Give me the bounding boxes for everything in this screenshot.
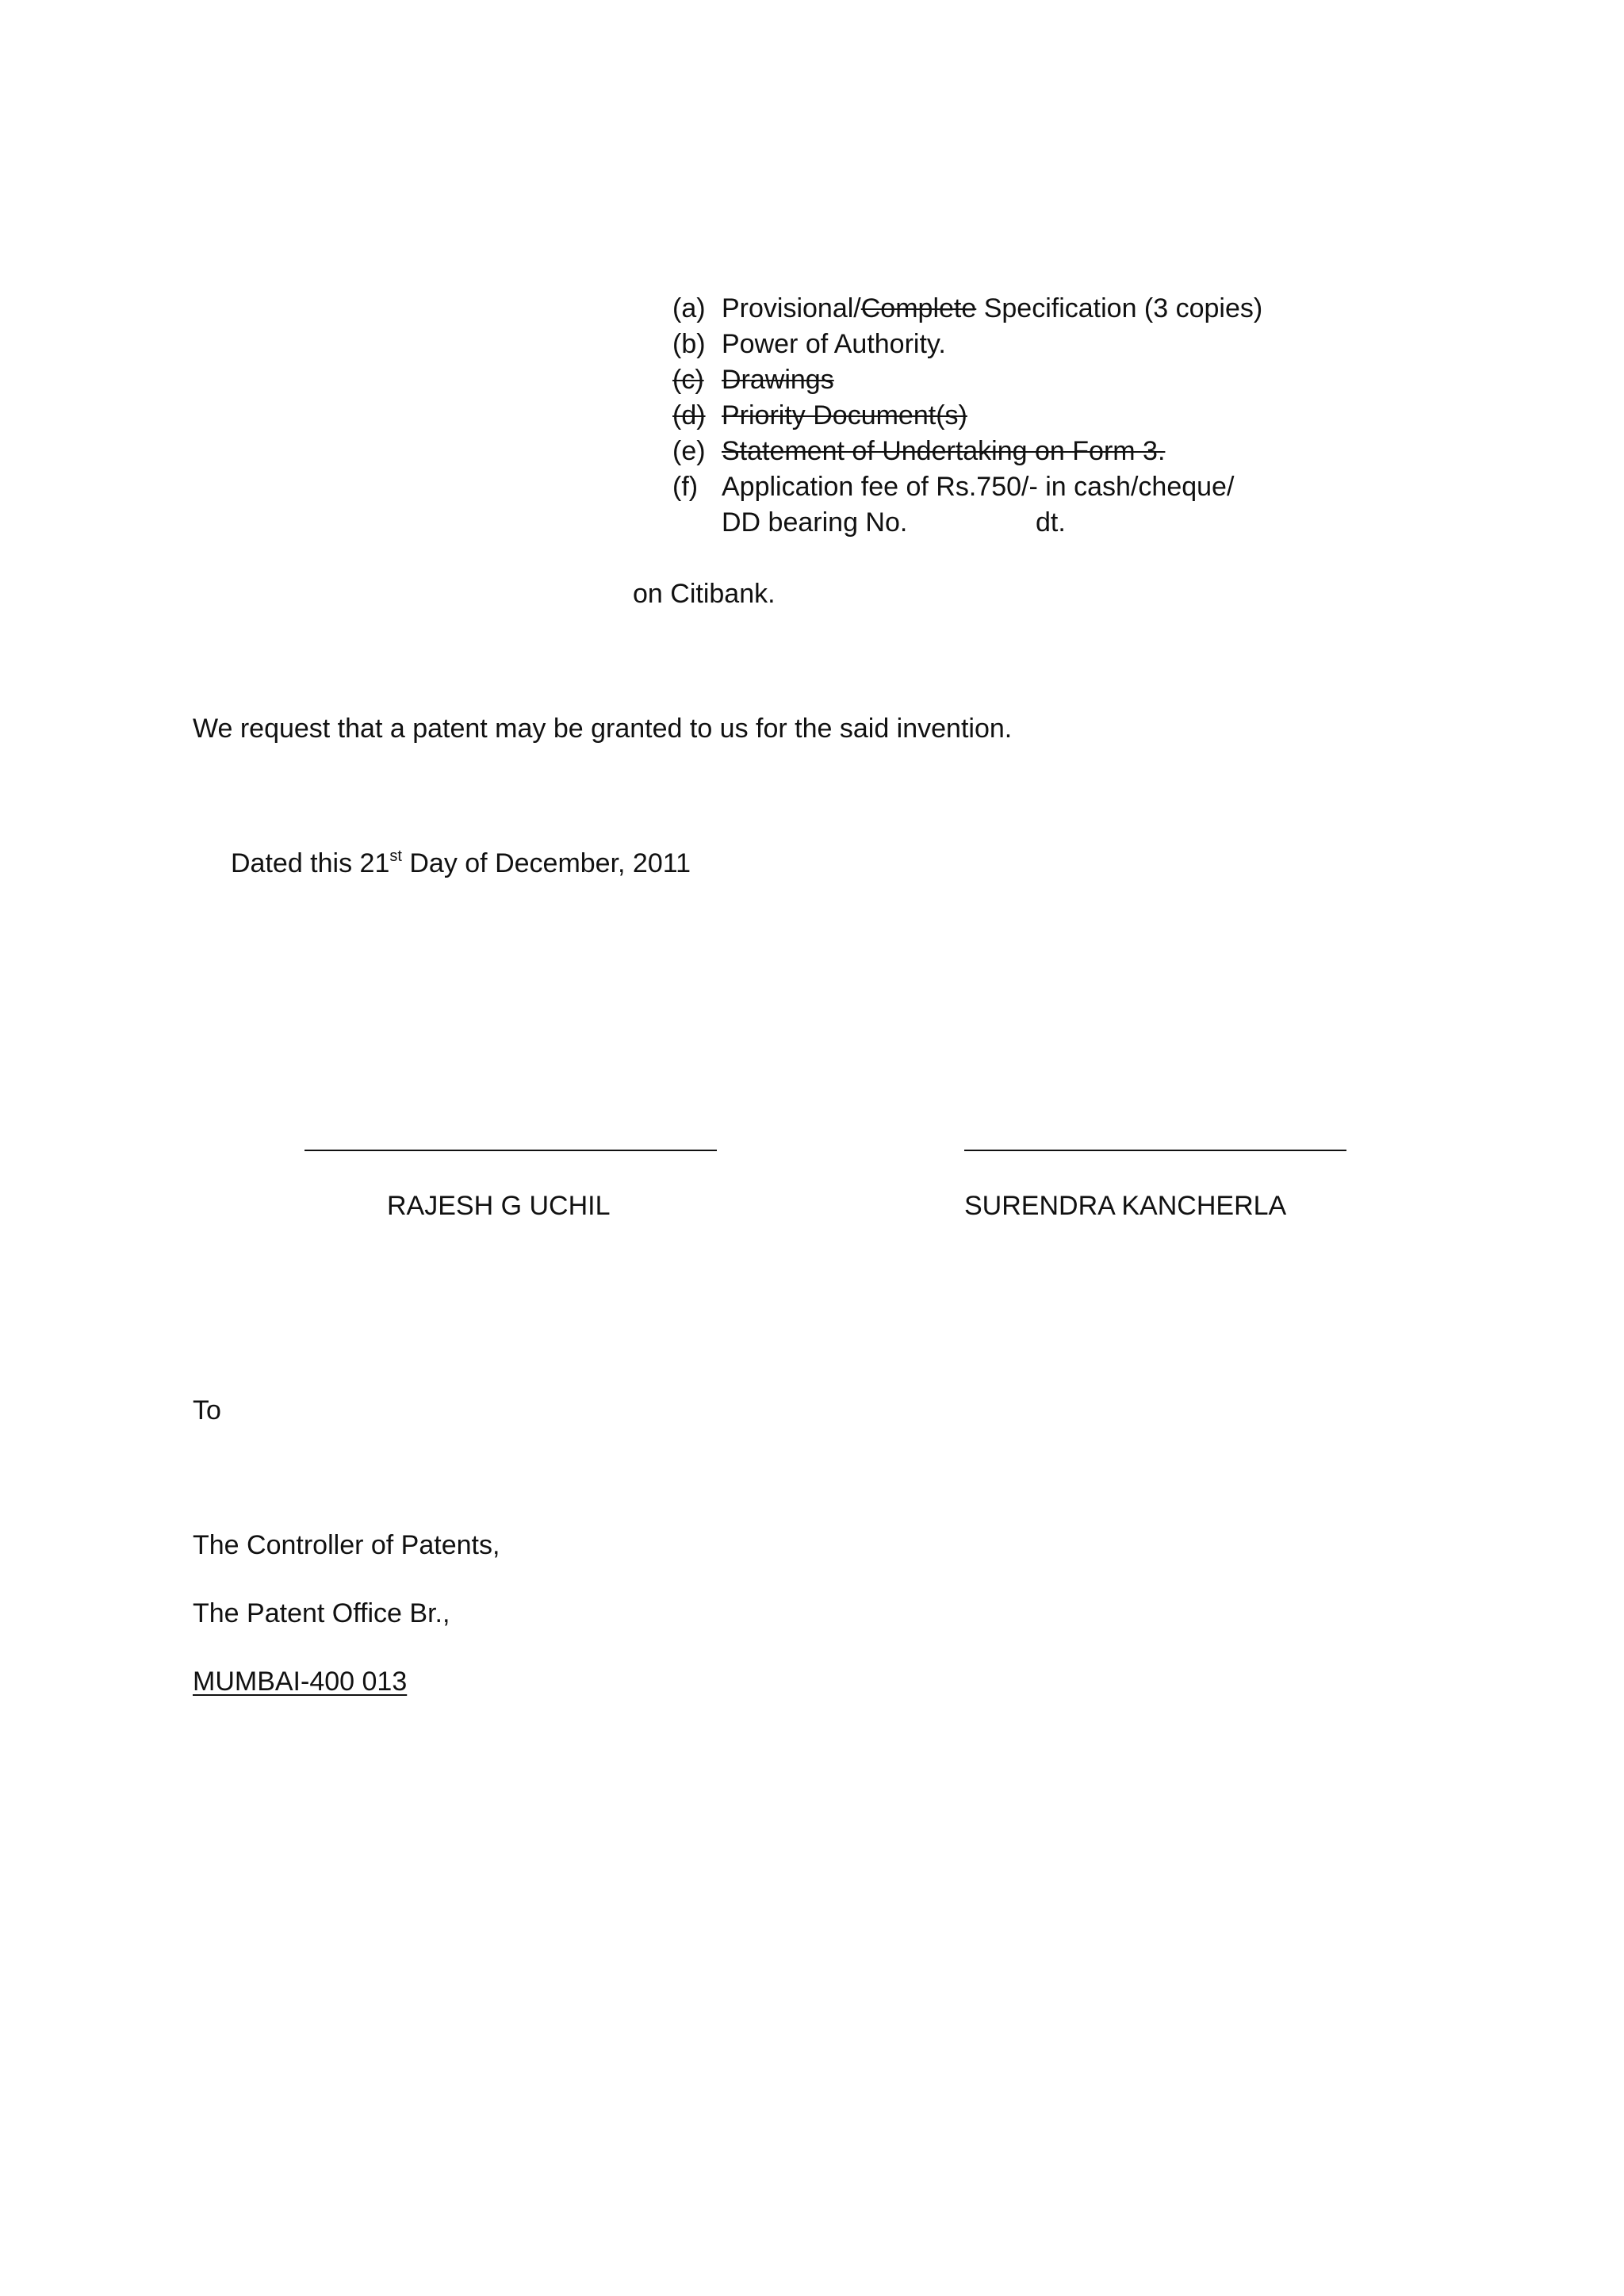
- enclosure-marker: (e): [672, 436, 706, 466]
- dd-bearing-label: DD bearing No.: [722, 507, 908, 538]
- enclosure-text: Specification (3 copies): [976, 293, 1263, 323]
- signatory-name-2: SURENDRA KANCHERLA: [964, 1191, 1287, 1221]
- date-ordinal: st: [389, 848, 402, 865]
- address-line-2: The Patent Office Br.,: [193, 1598, 450, 1628]
- enclosure-text-struck: Priority Document(s): [722, 400, 967, 430]
- signature-line-1: [304, 1150, 717, 1151]
- enclosure-text: Application fee of Rs.750/- in cash/cheque/: [722, 472, 1235, 502]
- bank-line: on Citibank.: [633, 579, 776, 609]
- date-line: [231, 850, 691, 877]
- dd-date-label: dt.: [1036, 507, 1066, 538]
- enclosure-marker: (b): [672, 329, 706, 359]
- to-label: To: [193, 1395, 221, 1425]
- enclosure-text-struck: Complete: [860, 293, 977, 323]
- enclosure-marker: (c): [672, 365, 704, 395]
- enclosure-text-struck: Statement of Undertaking on Form 3.: [722, 436, 1166, 466]
- date-suffix: Day of December, 2011: [401, 848, 691, 878]
- signatory-name-1: RAJESH G UCHIL: [387, 1191, 611, 1221]
- enclosure-list: [672, 295, 1386, 549]
- enclosure-text: Provisional/: [722, 293, 861, 323]
- enclosure-text: Power of Authority.: [722, 329, 946, 359]
- enclosure-marker: (a): [672, 293, 706, 323]
- enclosure-marker: (d): [672, 400, 706, 430]
- request-statement: We request that a patent may be granted to us for the said invention.: [193, 714, 1013, 744]
- enclosure-marker: (f): [672, 472, 699, 502]
- address-line-3: MUMBAI-400 013: [193, 1667, 408, 1697]
- address-line-1: The Controller of Patents,: [193, 1530, 500, 1560]
- date-prefix: Dated this 21: [231, 848, 390, 878]
- signature-line-2: [964, 1150, 1346, 1151]
- enclosure-text-struck: Drawings: [722, 365, 834, 395]
